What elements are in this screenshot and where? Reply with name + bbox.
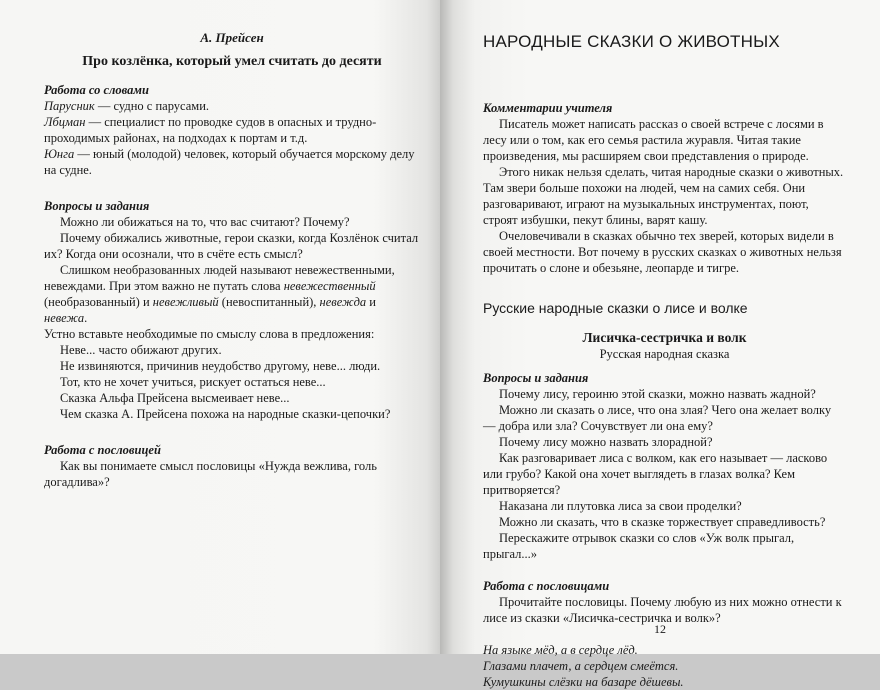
proverbs-task: Прочитайте пословицы. Почему любую из них можно отнести к лисе из сказки «Лисичка-сестричка и волк»? <box>483 595 842 625</box>
exercise-sentence: Сказка Альфа Прейсена высмеивает неве... <box>60 391 290 405</box>
exercise-sentence: Не извиняются, причинив неудобство другому, неве... люди. <box>60 359 381 373</box>
proverb: На языке мёд, а в сердце лёд. <box>483 643 638 657</box>
story-subtitle: Русская народная сказка <box>599 347 730 361</box>
author-name: А. Прейсен <box>200 30 264 45</box>
questions-section-heading: Вопросы и задания <box>483 371 589 385</box>
right-page <box>440 0 880 689</box>
question: Перескажите отрывок сказки со слов «Уж волк прыгал, прыгал...» <box>483 531 795 561</box>
story-title: Про козлёнка, который умел считать до десяти <box>82 54 382 69</box>
proverb: Кумушкины слёзки на базаре дёшевы. <box>483 675 684 689</box>
question: Можно ли сказать о лисе, что она злая? Чего она желает волку — добра или зла? Сочувствует ли она ему? <box>483 403 832 433</box>
word-definition: Парусник — судно с парусами. <box>44 99 210 113</box>
exercise-sentence: Тот, кто не хочет учиться, рискует остаться неве... <box>60 375 326 389</box>
questions-section-heading: Вопросы и задания <box>44 199 150 213</box>
exercise-sentence: Неве... часто обижают других. <box>60 343 222 357</box>
question: Почему лису, героиню этой сказки, можно назвать жадной? <box>499 387 816 401</box>
exercise-sentence: Чем сказка А. Прейсена похожа на народные сказки-цепочки? <box>60 407 391 421</box>
question: Как разговаривает лиса с волком, как его называет — ласково или грубо? Какой она хочет выглядеть в глазах волка? Кем притворяется? <box>483 451 828 497</box>
comment-paragraph: Писатель может написать рассказ о своей встрече с лосями в лесу или о том, как его семья растила журавля. Читая такие произведения, мы расширяем свои представления о природе. <box>483 117 824 163</box>
proverb-section-heading: Работа с пословицей <box>44 443 161 457</box>
subchapter-title: Русские народные сказки о лисе и волке <box>483 300 748 316</box>
word-definition: Лбцман — специалист по проводке судов в опасных и труднопроходимых районах, на подходах к портам и т.д. <box>44 115 377 145</box>
story-title: Лисичка-сестричка и волк <box>582 330 747 345</box>
proverb-task: Как вы понимаете смысл пословицы «Нужда вежлива, голь догадлива»? <box>44 459 377 489</box>
proverb: Глазами плачет, а сердцем смеётся. <box>483 659 679 673</box>
question: Можно ли сказать, что в сказке торжествует справедливость? <box>499 515 826 529</box>
insert-instruction: Устно вставьте необходимые по смыслу слова в предложения: <box>44 327 375 341</box>
question: Почему лису можно назвать злорадной? <box>499 435 713 449</box>
words-section-heading: Работа со словами <box>44 83 149 97</box>
chapter-title: НАРОДНЫЕ СКАЗКИ О ЖИВОТНЫХ <box>483 32 780 51</box>
question: Можно ли обижаться на то, что вас считают? Почему? <box>60 215 350 229</box>
question: Почему обижались животные, герои сказки, когда Козлёнок считал их? Когда они осознали, что в счёте есть смысл? <box>44 231 419 261</box>
comment-paragraph: Этого никак нельзя сделать, читая народные сказки о животных. Там звери больше похожи на людей, чем на самих себя. Они разговаривают, играют на музыкальных инструментах, поют, строят избушки, пекут блины, варят кашу. <box>483 165 844 227</box>
proverbs-list <box>483 642 846 690</box>
page-number: 12 <box>654 622 666 636</box>
comments-section-heading: Комментарии учителя <box>483 101 613 115</box>
left-page <box>0 0 440 654</box>
word-definition: Юнга — юный (молодой) человек, который обучается морскому делу на судне. <box>44 147 415 177</box>
proverbs-section-heading: Работа с пословицами <box>483 579 610 593</box>
question: Наказана ли плутовка лиса за свои проделки? <box>499 499 742 513</box>
illiterate-paragraph: Слишком необразованных людей называют невежественными, невеждами. При этом важно не путать слова невежественный (необразованный) и невежливый (невоспитанный), невежда и невежа. <box>44 263 395 325</box>
comment-paragraph: Очеловечивали в сказках обычно тех зверей, которых видели в своей местности. Вот почему в русских сказках о животных нельзя прочитать о слоне и обезьяне, леопарде и тигре. <box>483 229 842 275</box>
